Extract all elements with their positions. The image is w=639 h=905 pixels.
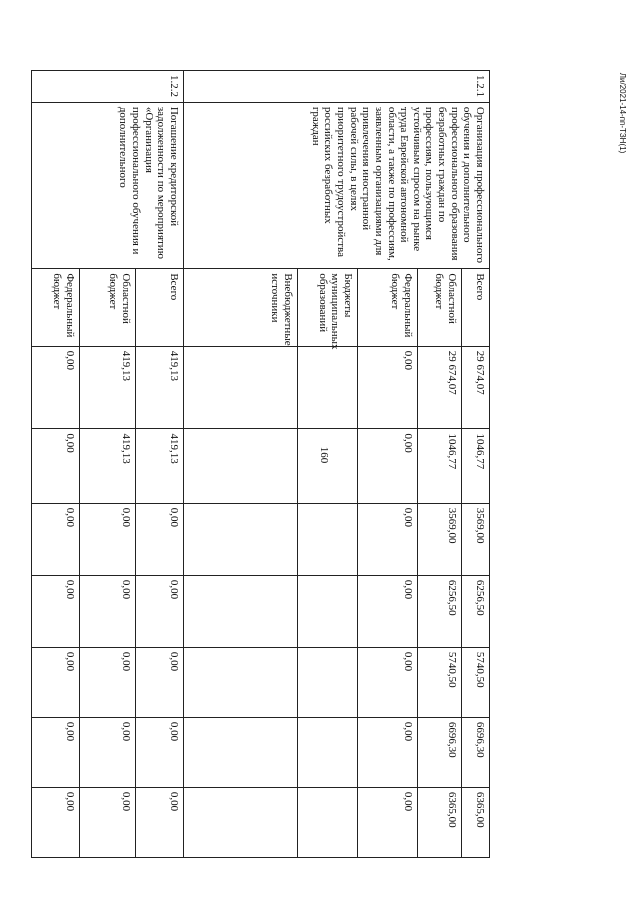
amount-cell: 419,13: [80, 346, 136, 429]
amount-cell: 0,00: [32, 575, 80, 647]
amount-cell: 0,00: [32, 717, 80, 787]
amount-cell: 419,13: [80, 429, 136, 503]
amount-cell: 0,00: [136, 787, 184, 857]
amount-cell: 0,00: [358, 346, 418, 429]
amount-cell: [184, 647, 298, 717]
amount-cell: [298, 346, 358, 429]
amount-cell: 0,00: [358, 503, 418, 575]
amount-cell: 5740,50: [462, 647, 490, 717]
amount-cell: 1046,77: [418, 429, 462, 503]
amount-cell: 0,00: [358, 575, 418, 647]
amount-cell: 6696,30: [418, 717, 462, 787]
amount-cell: 0,00: [80, 575, 136, 647]
funding-source: Внебюджетные источники: [184, 269, 298, 346]
amount-cell: [298, 503, 358, 575]
funding-source: Областной бюджет: [418, 269, 462, 346]
funding-source: Областной бюджет: [80, 269, 136, 346]
funding-source: Федеральный бюджет: [32, 269, 80, 346]
amount-cell: 0,00: [80, 503, 136, 575]
amount-cell: [184, 717, 298, 787]
amount-cell: 0,00: [80, 717, 136, 787]
amount-cell: [298, 717, 358, 787]
amount-cell: 6365,00: [462, 787, 490, 857]
amount-cell: 0,00: [32, 503, 80, 575]
row-code: 1.2.2: [32, 71, 184, 103]
table-container: [51, 70, 639, 828]
amount-cell: 3569,00: [462, 503, 490, 575]
amount-cell: [184, 346, 298, 429]
row-code: 1.2.1: [184, 71, 490, 103]
amount-cell: 419,13: [136, 346, 184, 429]
document-id: Ли/2021-14-пп-ТЗН(1): [618, 72, 627, 154]
amount-cell: [184, 575, 298, 647]
amount-cell: 6365,00: [418, 787, 462, 857]
funding-source: Всего: [462, 269, 490, 346]
amount-cell: [298, 429, 358, 503]
amount-cell: [298, 787, 358, 857]
amount-cell: 5740,50: [418, 647, 462, 717]
amount-cell: 29 674,07: [418, 346, 462, 429]
amount-cell: 6696,30: [462, 717, 490, 787]
amount-cell: [184, 787, 298, 857]
amount-cell: [298, 575, 358, 647]
amount-cell: 0,00: [32, 647, 80, 717]
amount-cell: [184, 429, 298, 503]
amount-cell: 0,00: [136, 575, 184, 647]
amount-cell: 0,00: [80, 787, 136, 857]
amount-cell: 6256,50: [418, 575, 462, 647]
funding-source: Бюджеты муниципальных образований: [298, 269, 358, 346]
amount-cell: 0,00: [358, 787, 418, 857]
amount-cell: [298, 647, 358, 717]
amount-cell: 0,00: [136, 647, 184, 717]
amount-cell: [184, 503, 298, 575]
funding-source: Всего: [136, 269, 184, 346]
amount-cell: 0,00: [136, 717, 184, 787]
amount-cell: 6256,50: [462, 575, 490, 647]
activity-name: Организация профессионального обучения и дополнительного профессионального образования безработных граждан по профессиям, пользующимся устойчивым спросом на рынке труда Еврейской автономной области, а также по профессиям, заявленным организациями для привлечения иностранной рабочей силы, в целях приоритетного трудоустройства российских безработных граждан: [184, 102, 490, 269]
funding-source: Федеральный бюджет: [358, 269, 418, 346]
amount-cell: 0,00: [32, 346, 80, 429]
amount-cell: 29 674,07: [462, 346, 490, 429]
amount-cell: 419,13: [136, 429, 184, 503]
amount-cell: 0,00: [80, 647, 136, 717]
amount-cell: 0,00: [32, 787, 80, 857]
amount-cell: 0,00: [358, 717, 418, 787]
amount-cell: 0,00: [32, 429, 80, 503]
amount-cell: 0,00: [358, 429, 418, 503]
table-row: [136, 71, 184, 858]
amount-cell: 3569,00: [418, 503, 462, 575]
page-number: 160: [318, 446, 330, 464]
amount-cell: 1046,77: [462, 429, 490, 503]
amount-cell: 0,00: [358, 647, 418, 717]
table-row: [462, 71, 490, 858]
activity-name: Погашение кредиторской задолженности по мероприятию «Организация профессионального обучения и дополнительного: [32, 102, 184, 269]
budget-table: [31, 70, 490, 858]
amount-cell: 0,00: [136, 503, 184, 575]
